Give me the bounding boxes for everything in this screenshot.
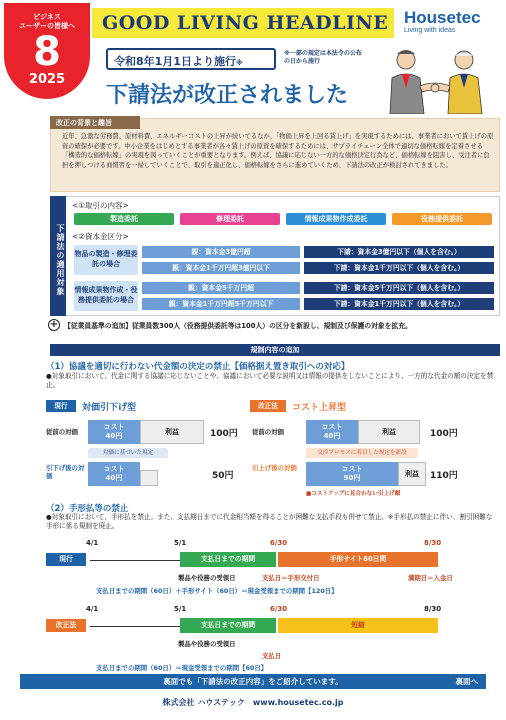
- section2-title: （2）手形払等の禁止: [46, 504, 129, 514]
- tl-summary: 支払日までの期間（60日）＝現金受領までの期間【60日】: [96, 664, 268, 672]
- cost-box: コスト 40円: [88, 462, 140, 486]
- badge-number: 8: [33, 29, 61, 75]
- section1-body: ●対象取引において、代金に関する協議に応じないことや、協議において必要な説明又は情報の提供をしないことにより、一方的な代金の額の決定を禁止。: [46, 372, 494, 389]
- tl-note: 製品や役務の受領日: [178, 640, 236, 648]
- plus-icon: +: [49, 319, 59, 330]
- logo-brand: Housetec: [404, 8, 481, 27]
- tl-date: 5/1: [174, 605, 187, 613]
- company-info: 株式会社 ハウステック www.housetec.co.jp: [162, 698, 344, 707]
- parent-capital: 親：資本金1千万円超5千万円以下: [142, 298, 300, 310]
- issue-badge: [4, 3, 90, 99]
- parent-capital: 親：資本金3億円超: [142, 246, 300, 258]
- cut-total: 50円: [212, 471, 234, 481]
- capital-category: 物品の製造・修理委託の場合: [74, 245, 138, 275]
- timeline-line: [90, 626, 180, 627]
- profit-box-small: [140, 470, 158, 486]
- current-title: 対価引下げ型: [82, 403, 137, 413]
- effective-note: ※一部の規定は本法令の公布の日から施行: [284, 50, 362, 65]
- logo-tagline: Living with ideas: [404, 27, 456, 34]
- housetec-logo: [404, 9, 500, 39]
- capital-category: 情報成果物作成・役務提供委託の場合: [74, 281, 138, 311]
- profit-box: 利益: [140, 420, 204, 444]
- footer-text: 裏面でも「下請法の改正内容」をご紹介しています。: [163, 677, 343, 686]
- before-total: 100円: [210, 429, 238, 439]
- revised-tag: 改正法: [250, 400, 286, 412]
- timeline-line: [90, 560, 180, 561]
- cost-box: コスト 40円: [88, 420, 140, 444]
- timeline-current-tag: 現行: [46, 553, 86, 566]
- parent-capital: 親：資本金5千万円超: [142, 282, 300, 294]
- badge-year: 2025: [28, 72, 66, 87]
- profit-box: 利益: [358, 420, 420, 444]
- revised-title: コスト上昇型: [292, 403, 347, 413]
- background-text: 近年、急激な労務費、原材料費、エネルギーコストの上昇が続いてるなか、「物価上昇を上回る賃上げ」を実現するためには、事業者において賃上げの原資の確保が必要です。中小企業をはじめとする事業者が各々賃上げの原資を確保するためには、サプライチェーン全体で適切な価格転嫁を定着させる「構造的な価格転嫁」の実現を図っていくことが重要となります。例えば、協議に応じない一方的な価格決定行為など、価格転嫁を阻害し、受注者に負担を押しつける商慣習を一掃していくことで、取引を適正化し、価格転嫁をさらに進めていくため、下請法の改正が検討されてきました。: [62, 133, 494, 169]
- timeline-segment: 支払日までの期間: [180, 618, 276, 633]
- tl-date: 8/30: [424, 539, 442, 547]
- sub-capital: 下請：資本金1千万円以下（個人を含む。）: [304, 298, 494, 310]
- sub-capital: 下請：資本金1千万円以下（個人を含む。）: [304, 262, 494, 274]
- tl-summary: 支払日までの期間（60日）＋手形サイト（60日）＝現金受領までの期間【120日】: [96, 587, 338, 595]
- transaction-pill: 製造委託: [74, 213, 174, 225]
- headline: GOOD LIVING HEADLINE: [102, 12, 389, 34]
- capital-title: <②資本金区分>: [72, 232, 129, 241]
- transaction-pill: 役務提供委託: [392, 213, 492, 225]
- before-total: 100円: [430, 429, 458, 439]
- badge-line2: ユーザーの皆様へ: [19, 22, 75, 30]
- up-total: 110円: [430, 471, 458, 481]
- badge-line1: ビジネス: [33, 13, 61, 21]
- footer-bar: [20, 674, 486, 689]
- tl-date: 4/1: [86, 539, 99, 547]
- sub-capital: 下請：資本金5千万円以下（個人を含む。）: [304, 282, 494, 294]
- tl-date: 8/30: [424, 605, 442, 613]
- tl-date: 6/30: [270, 605, 288, 613]
- tl-note: 製品や役務の受領日: [178, 574, 236, 582]
- back-page-link[interactable]: 裏面へ: [455, 677, 478, 686]
- regulation-bar: 規制内容の追加: [50, 344, 500, 356]
- timeline-segment: 支払日までの期間: [180, 552, 276, 567]
- timeline-segment: 手形サイト60日間: [278, 552, 438, 567]
- cut-note: 対価に基づいた規定: [88, 448, 168, 458]
- sub-capital: 下請：資本金3億円以下（個人を含む。）: [304, 246, 494, 258]
- up-footnote: ■コストアップに見合わない引上げ額: [306, 491, 401, 497]
- parent-capital: 親：資本金1千万円超3億円以下: [142, 262, 300, 274]
- before-label: 従前の対価: [46, 428, 78, 436]
- tl-note: 満期日＝入金日: [408, 574, 453, 582]
- up-note: 交渉プロセスに着目した規定を新設: [306, 448, 418, 458]
- cost-box: コスト 90円: [306, 462, 398, 486]
- tl-note: 支払日＝手形交付日: [262, 574, 320, 582]
- effective-mark: ※: [235, 59, 243, 67]
- worker-criteria-note: 【従業員基準の追加】従業員数300人（役務提供委託等は100人）の区分を新設し、規制及び保護の対象を拡充。: [64, 322, 412, 330]
- tl-date: 6/30: [270, 539, 288, 547]
- transaction-title: <①取引の内容>: [72, 201, 129, 210]
- transaction-pill: 修理委託: [180, 213, 280, 225]
- transaction-pill: 情報成果物作成委託: [286, 213, 386, 225]
- profit-box: 利益: [398, 462, 426, 486]
- tl-note: 支払日: [262, 652, 282, 660]
- section2-body: ●対象取引において、手形払を禁止。また、支払期日までに代金相当額を得ることが困難な支払手段も併せて禁止。※手形払の禁止に伴い、割引困難な手形に係る規制を廃止。: [46, 513, 493, 530]
- after-cut-label: 引下げ後の対価: [46, 464, 85, 480]
- after-up-label: 引上げ後の対価: [252, 464, 297, 472]
- headline-bar: [92, 8, 394, 38]
- background-heading: 改正の背景と趣旨: [50, 116, 140, 129]
- tl-date: 4/1: [86, 605, 99, 613]
- effective-date: [106, 48, 276, 70]
- tl-date: 5/1: [174, 539, 187, 547]
- timeline-segment: 短縮: [278, 618, 438, 633]
- page-title: 下請法が改正されました: [106, 83, 349, 108]
- before-label: 従前の対価: [252, 428, 284, 436]
- effective-date-text: 令和8年1月1日より施行: [114, 55, 236, 68]
- current-tag: 現行: [46, 400, 76, 412]
- section1-title: （1）協議を適切に行わない代金額の決定の禁止【価格据え置き取引への対応】: [46, 362, 350, 372]
- handshake-illustration-icon: [372, 44, 500, 114]
- cost-box: コスト 40円: [306, 420, 358, 444]
- timeline-revised-tag: 改正法: [46, 619, 86, 632]
- scope-side-label: 下請法の適用対象: [50, 196, 66, 316]
